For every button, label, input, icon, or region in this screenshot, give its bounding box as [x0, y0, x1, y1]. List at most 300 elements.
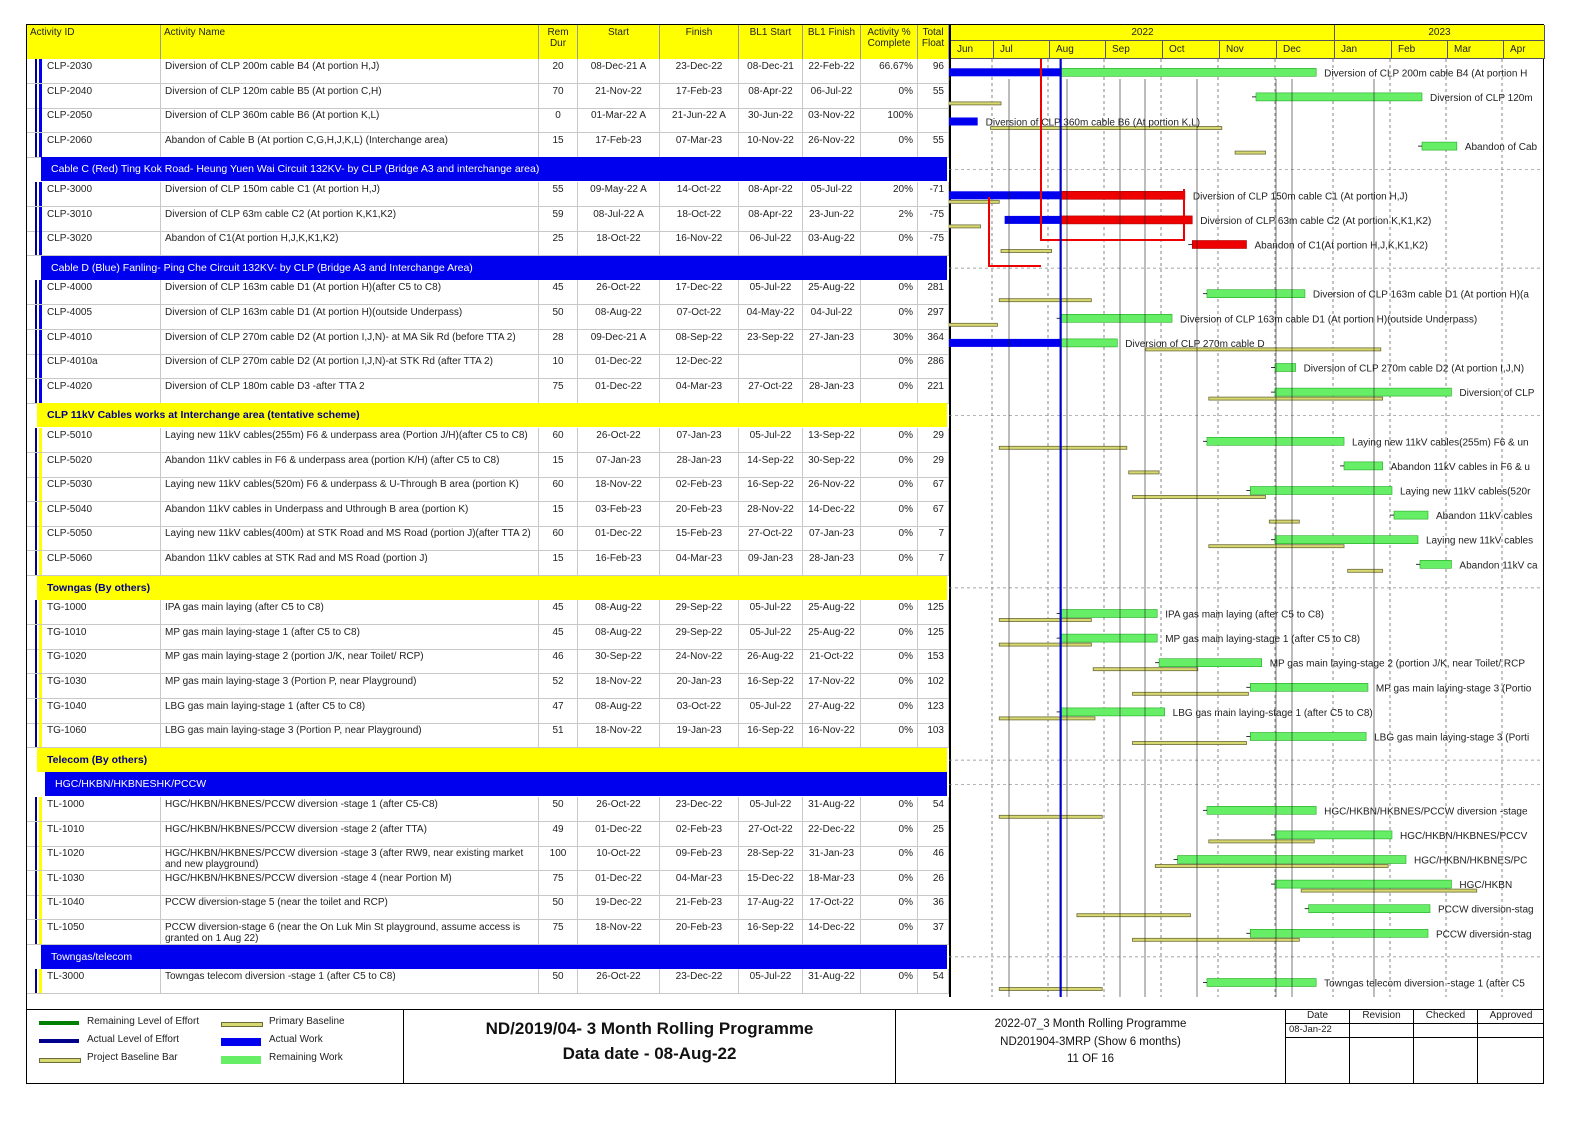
pct-complete-cell: 0%: [861, 477, 918, 502]
bl1-finish-cell: 30-Sep-22: [803, 453, 861, 478]
start-cell: 17-Feb-23: [578, 133, 660, 158]
baseline-bar: [1077, 914, 1191, 917]
finish-cell: 07-Jan-23: [660, 428, 739, 453]
activity-name-cell: Diversion of CLP 63m cable C2 (At portion K,K1,K2): [161, 207, 539, 232]
timescale-month: Jan: [1335, 41, 1392, 59]
table-row[interactable]: [27, 822, 947, 847]
table-row[interactable]: [27, 354, 947, 379]
timescale-month: Nov: [1220, 41, 1277, 59]
baseline-bar: [999, 619, 1091, 622]
activity-id-cell: CLP-4005: [27, 305, 161, 330]
timescale-year: 2022: [951, 25, 1335, 41]
total-float-cell: 364: [918, 330, 949, 355]
rem-dur-cell: 49: [539, 822, 578, 847]
layout-name: 2022-07_3 Month Rolling Programme: [994, 1018, 1187, 1030]
table-row[interactable]: [27, 502, 947, 527]
bl1-start-cell: 15-Dec-22: [739, 871, 803, 896]
start-cell: 01-Dec-22: [578, 354, 660, 379]
rem-dur-cell: 50: [539, 305, 578, 330]
pct-complete-cell: 0%: [861, 280, 918, 305]
table-row[interactable]: [27, 551, 947, 576]
bl1-finish-cell: 23-Jun-22: [803, 207, 861, 232]
baseline-bar: [1209, 840, 1314, 843]
rem-dur-cell: 60: [539, 428, 578, 453]
bl1-finish-cell: 31-Aug-22: [803, 969, 861, 994]
bar-label: MP gas main laying-stage 1 (after C5 to C8): [1165, 634, 1361, 646]
bar-label: Diversion of CLP 163m cable D1 (At portion H)(a: [1312, 289, 1529, 301]
pct-complete-cell: 66.67%: [861, 59, 918, 84]
baseline-bar: [1348, 569, 1383, 572]
remaining-work-bar: [1061, 191, 1185, 199]
stamp-date-header: Date: [1286, 1010, 1350, 1024]
baseline-bar: [1133, 496, 1266, 499]
actual-work-bar: [949, 339, 1061, 347]
bl1-start-cell: 08-Apr-22: [739, 207, 803, 232]
start-cell: 08-Jul-22 A: [578, 207, 660, 232]
table-row[interactable]: [27, 428, 947, 453]
pct-complete-cell: 0%: [861, 84, 918, 109]
bl1-start-cell: 05-Jul-22: [739, 280, 803, 305]
finish-cell: 23-Dec-22: [660, 797, 739, 822]
bar-label: IPA gas main laying (after C5 to C8): [1165, 609, 1324, 621]
bl1-finish-cell: 16-Nov-22: [803, 723, 861, 748]
baseline-bar: [1301, 889, 1477, 892]
remaining-work-bar: [1061, 634, 1158, 642]
start-cell: 01-Dec-22: [578, 526, 660, 551]
bl1-start-cell: 06-Jul-22: [739, 231, 803, 256]
wbs-band[interactable]: HGC/HKBN/HKBNESHK/PCCW: [45, 772, 947, 796]
legend-swatch: [39, 1039, 79, 1043]
bar-label: PCCW diversion-stag: [1438, 904, 1534, 916]
layout-info: [895, 1010, 1285, 1084]
bl1-finish-cell: 25-Aug-22: [803, 600, 861, 625]
table-row[interactable]: [27, 871, 947, 896]
table-row[interactable]: [27, 797, 947, 822]
remaining-work-bar: [1422, 142, 1457, 150]
total-float-cell: 67: [918, 477, 949, 502]
rem-dur-cell: 15: [539, 502, 578, 527]
baseline-bar: [999, 643, 1091, 646]
timescale-month: Mar: [1448, 41, 1504, 59]
activity-id-cell: CLP-4000: [27, 280, 161, 305]
start-cell: 08-Aug-22: [578, 305, 660, 330]
remaining-work-bar: [1159, 659, 1262, 667]
bl1-finish-cell: 17-Oct-22: [803, 895, 861, 920]
total-float-cell: 29: [918, 453, 949, 478]
pct-complete-cell: 0%: [861, 600, 918, 625]
critical-link: [1041, 59, 1184, 240]
pct-complete-cell: 0%: [861, 699, 918, 724]
stamp-cell: [1350, 1038, 1414, 1084]
activity-name-cell: IPA gas main laying (after C5 to C8): [161, 600, 539, 625]
bl1-start-cell: 05-Jul-22: [739, 797, 803, 822]
finish-cell: 15-Feb-23: [660, 526, 739, 551]
col-activity-name[interactable]: Activity Name: [161, 25, 539, 59]
gantt-chart: [949, 59, 1543, 997]
bl1-finish-cell: 03-Nov-22: [803, 108, 861, 133]
pct-complete-cell: 0%: [861, 526, 918, 551]
bl1-finish-cell: 07-Jan-23: [803, 526, 861, 551]
baseline-bar: [999, 717, 1095, 720]
timescale-year: 2023: [1335, 25, 1545, 41]
table-row[interactable]: [27, 846, 947, 871]
bar-label: Abandon of Cab: [1464, 142, 1538, 154]
col-start[interactable]: Start: [578, 25, 660, 59]
activity-id-cell: CLP-2040: [27, 84, 161, 109]
actual-work-bar: [1005, 216, 1061, 224]
table-row[interactable]: [27, 723, 947, 748]
baseline-bar: [999, 299, 1091, 302]
bl1-finish-cell: 27-Aug-22: [803, 699, 861, 724]
finish-cell: 20-Feb-23: [660, 502, 739, 527]
activity-name-cell: MP gas main laying-stage 1 (after C5 to C8): [161, 625, 539, 650]
bl1-finish-cell: 18-Mar-23: [803, 871, 861, 896]
page-number: 11 OF 16: [1066, 1053, 1115, 1065]
table-row[interactable]: [27, 133, 947, 158]
bl1-finish-cell: 14-Dec-22: [803, 920, 861, 945]
activity-id-cell: CLP-3010: [27, 207, 161, 232]
table-row[interactable]: [27, 305, 947, 330]
pct-complete-cell: 0%: [861, 453, 918, 478]
start-cell: 01-Dec-22: [578, 822, 660, 847]
table-row[interactable]: [27, 969, 947, 994]
total-float-cell: 7: [918, 526, 949, 551]
legend-label: Remaining Level of Effort: [87, 1016, 200, 1027]
pct-complete-cell: 0%: [861, 625, 918, 650]
baseline-bar: [999, 815, 1102, 818]
activity-name-cell: LBG gas main laying-stage 1 (after C5 to C8): [161, 699, 539, 724]
remaining-work-bar: [1250, 487, 1392, 495]
baseline-bar: [999, 988, 1102, 991]
remaining-work-bar: [1061, 216, 1193, 224]
start-cell: 26-Oct-22: [578, 969, 660, 994]
finish-cell: 02-Feb-23: [660, 822, 739, 847]
pct-complete-cell: 0%: [861, 428, 918, 453]
bl1-finish-cell: 27-Jan-23: [803, 330, 861, 355]
total-float-cell: 29: [918, 428, 949, 453]
bl1-start-cell: 27-Oct-22: [739, 526, 803, 551]
rem-dur-cell: 46: [539, 649, 578, 674]
pct-complete-cell: 0%: [861, 674, 918, 699]
total-float-cell: 36: [918, 895, 949, 920]
revision-stamp: [1285, 1010, 1543, 1084]
table-row[interactable]: [27, 330, 947, 355]
total-float-cell: 153: [918, 649, 949, 674]
pct-complete-cell: 0%: [861, 797, 918, 822]
remaining-work-bar: [1275, 880, 1451, 888]
actual-work-bar: [949, 118, 978, 126]
activity-id-cell: CLP-4010a: [27, 354, 161, 379]
remaining-work-bar: [1420, 560, 1451, 568]
finish-cell: 21-Jun-22 A: [660, 108, 739, 133]
start-cell: 08-Aug-22: [578, 699, 660, 724]
start-cell: 26-Oct-22: [578, 280, 660, 305]
bl1-start-cell: 17-Aug-22: [739, 895, 803, 920]
timescale-month: Dec: [1277, 41, 1335, 59]
table-row[interactable]: [27, 600, 947, 625]
bl1-finish-cell: 13-Sep-22: [803, 428, 861, 453]
wbs-band[interactable]: Cable D (Blue) Fanling- Ping Che Circuit 132KV- by CLP (Bridge A3 and Interchange Area): [41, 256, 947, 280]
critical-link: [989, 197, 1041, 266]
finish-cell: 23-Dec-22: [660, 969, 739, 994]
stamp-checked-header: Checked: [1414, 1010, 1478, 1024]
table-row[interactable]: [27, 453, 947, 478]
activity-id-cell: TG-1030: [27, 674, 161, 699]
wbs-band[interactable]: Towngas (By others): [37, 576, 947, 600]
total-float-cell: 54: [918, 969, 949, 994]
table-row[interactable]: [27, 895, 947, 920]
activity-name-cell: PCCW diversion-stage 6 (near the On Luk Min St playground, assume access is granted on 1 Aug 22): [161, 920, 539, 945]
rem-dur-cell: 51: [539, 723, 578, 748]
stamp-approved-value: [1478, 1024, 1544, 1038]
baseline-bar: [999, 446, 1127, 449]
bl1-start-cell: [739, 354, 803, 379]
schedule-sheet: [26, 24, 1544, 1084]
remaining-work-bar: [1250, 733, 1366, 741]
activity-id-cell: TL-1030: [27, 871, 161, 896]
activity-id-cell: TG-1040: [27, 699, 161, 724]
start-cell: 09-May-22 A: [578, 182, 660, 207]
activity-name-cell: Diversion of CLP 200m cable B4 (At portion H,J): [161, 59, 539, 84]
bl1-start-cell: 16-Sep-22: [739, 477, 803, 502]
wbs-band[interactable]: CLP 11kV Cables works at Interchange area (tentative scheme): [37, 403, 947, 427]
table-row[interactable]: [27, 182, 947, 207]
stamp-revision-value: [1350, 1024, 1414, 1038]
activity-id-cell: CLP-3020: [27, 231, 161, 256]
table-row[interactable]: [27, 920, 947, 945]
rem-dur-cell: 60: [539, 526, 578, 551]
rem-dur-cell: 59: [539, 207, 578, 232]
legend-label: Actual Work: [269, 1034, 323, 1045]
finish-cell: 08-Sep-22: [660, 330, 739, 355]
start-cell: 08-Dec-21 A: [578, 59, 660, 84]
table-row[interactable]: [27, 280, 947, 305]
baseline-bar: [1209, 545, 1344, 548]
rem-dur-cell: 25: [539, 231, 578, 256]
table-row[interactable]: [27, 108, 947, 133]
bl1-start-cell: 16-Sep-22: [739, 723, 803, 748]
table-row[interactable]: [27, 379, 947, 404]
remaining-work-bar: [1275, 364, 1296, 372]
bl1-start-cell: 28-Nov-22: [739, 502, 803, 527]
timescale-month: Sep: [1106, 41, 1163, 59]
remaining-work-bar: [1061, 708, 1165, 716]
activity-name-cell: HGC/HKBN/HKBNES/PCCW diversion -stage 1 (after C5-C8): [161, 797, 539, 822]
baseline-bar: [949, 225, 981, 228]
activity-id-cell: CLP-5030: [27, 477, 161, 502]
activity-id-cell: CLP-3000: [27, 182, 161, 207]
bar-label: MP gas main laying-stage 2 (portion J/K, near Toilet/ RCP: [1269, 658, 1526, 670]
start-cell: 10-Oct-22: [578, 846, 660, 871]
start-cell: 01-Dec-22: [578, 871, 660, 896]
remaining-work-bar: [1061, 68, 1317, 76]
col-pct-complete[interactable]: Activity % Complete: [861, 25, 918, 59]
activity-id-cell: TG-1060: [27, 723, 161, 748]
finish-cell: 04-Mar-23: [660, 551, 739, 576]
activity-name-cell: HGC/HKBN/HKBNES/PCCW diversion -stage 2 (after TTA): [161, 822, 539, 847]
legend-swatch: [221, 1022, 263, 1027]
stamp-checked-value: [1414, 1024, 1478, 1038]
activity-name-cell: Abandon of Cable B (At portion C,G,H,J,K,L) (Interchange area): [161, 133, 539, 158]
activity-name-cell: Abandon 11kV cables in Underpass and Uthrough B area (portion K): [161, 502, 539, 527]
col-total-float[interactable]: Total Float: [918, 25, 949, 59]
activity-name-cell: Diversion of CLP 360m cable B6 (At portion K,L): [161, 108, 539, 133]
bar-label: HGC/HKBN: [1459, 880, 1513, 892]
actual-work-bar: [949, 191, 1061, 199]
title-block: [403, 1010, 895, 1084]
bar-label: HGC/HKBN/HKBNES/PCCV: [1400, 830, 1528, 842]
bl1-start-cell: 23-Sep-22: [739, 330, 803, 355]
finish-cell: 03-Oct-22: [660, 699, 739, 724]
activity-name-cell: Abandon 11kV cables at STK Rad and MS Road (portion J): [161, 551, 539, 576]
remaining-work-bar: [1061, 610, 1158, 618]
table-row[interactable]: [27, 84, 947, 109]
activity-name-cell: LBG gas main laying-stage 3 (Portion P, near Playground): [161, 723, 539, 748]
col-bl1-finish[interactable]: BL1 Finish: [803, 25, 861, 59]
finish-cell: 09-Feb-23: [660, 846, 739, 871]
activity-id-cell: TL-1050: [27, 920, 161, 945]
bar-label: Diversion of CLP 150m cable C1 (At portion H,J): [1192, 191, 1408, 203]
finish-cell: 04-Mar-23: [660, 379, 739, 404]
total-float-cell: 103: [918, 723, 949, 748]
legend-swatch: [221, 1056, 261, 1064]
table-row[interactable]: [27, 477, 947, 502]
table-row[interactable]: [27, 59, 947, 84]
bl1-finish-cell: 21-Oct-22: [803, 649, 861, 674]
table-row[interactable]: [27, 526, 947, 551]
bl1-start-cell: 09-Jan-23: [739, 551, 803, 576]
col-activity-id[interactable]: Activity ID: [27, 25, 161, 59]
start-cell: 18-Nov-22: [578, 674, 660, 699]
finish-cell: 20-Jan-23: [660, 674, 739, 699]
rem-dur-cell: 100: [539, 846, 578, 871]
start-cell: 18-Oct-22: [578, 231, 660, 256]
start-cell: 21-Nov-22: [578, 84, 660, 109]
table-row[interactable]: [27, 649, 947, 674]
col-bl1-start[interactable]: BL1 Start: [739, 25, 803, 59]
bar-label: HGC/HKBN/HKBNES/PC: [1414, 855, 1528, 867]
start-cell: 30-Sep-22: [578, 649, 660, 674]
finish-cell: 23-Dec-22: [660, 59, 739, 84]
timescale-month: Feb: [1392, 41, 1448, 59]
finish-cell: 29-Sep-22: [660, 625, 739, 650]
bar-label: Laying new 11kV cables(255m) F6 & un: [1352, 437, 1529, 449]
baseline-bar: [1129, 471, 1159, 474]
table-row[interactable]: [27, 207, 947, 232]
col-finish[interactable]: Finish: [660, 25, 739, 59]
bl1-start-cell: 05-Jul-22: [739, 699, 803, 724]
bl1-finish-cell: 17-Nov-22: [803, 674, 861, 699]
baseline-bar: [949, 102, 1001, 105]
remaining-work-bar: [1344, 462, 1383, 470]
bl1-finish-cell: 28-Jan-23: [803, 379, 861, 404]
table-row[interactable]: [27, 699, 947, 724]
activity-name-cell: Diversion of CLP 150m cable C1 (At portion H,J): [161, 182, 539, 207]
finish-cell: 28-Jan-23: [660, 453, 739, 478]
wbs-band[interactable]: Cable C (Red) Ting Kok Road- Heung Yuen Wai Circuit 132KV- by CLP (Bridge A3 and interchange area): [41, 157, 947, 181]
bl1-finish-cell: [803, 354, 861, 379]
bl1-start-cell: 08-Dec-21: [739, 59, 803, 84]
activity-id-cell: CLP-2060: [27, 133, 161, 158]
project-code: ND201904-3MRP (Show 6 months): [1000, 1036, 1181, 1048]
remaining-work-bar: [1256, 93, 1422, 101]
bl1-finish-cell: 06-Jul-22: [803, 84, 861, 109]
finish-cell: 24-Nov-22: [660, 649, 739, 674]
bar-label: Laying new 11kV cables(520r: [1400, 486, 1531, 498]
baseline-bar: [1133, 692, 1249, 695]
remaining-work-bar: [1250, 683, 1368, 691]
finish-cell: 20-Feb-23: [660, 920, 739, 945]
bar-label: Diversion of CLP 270m cable D2 (At portion I,J,N): [1303, 363, 1525, 375]
start-cell: 16-Feb-23: [578, 551, 660, 576]
total-float-cell: 46: [918, 846, 949, 871]
timescale-month: Oct: [1163, 41, 1220, 59]
remaining-work-bar: [1309, 905, 1430, 913]
activity-id-cell: CLP-5020: [27, 453, 161, 478]
bl1-finish-cell: 05-Jul-22: [803, 182, 861, 207]
bl1-finish-cell: 14-Dec-22: [803, 502, 861, 527]
bl1-finish-cell: 26-Nov-22: [803, 477, 861, 502]
start-cell: 08-Aug-22: [578, 625, 660, 650]
col-rem-dur[interactable]: Rem Dur: [539, 25, 578, 59]
remaining-work-bar: [1207, 806, 1316, 814]
total-float-cell: 54: [918, 797, 949, 822]
bl1-start-cell: 05-Jul-22: [739, 625, 803, 650]
start-cell: 03-Feb-23: [578, 502, 660, 527]
activity-id-cell: CLP-5060: [27, 551, 161, 576]
footer: [27, 1009, 1543, 1084]
rem-dur-cell: 15: [539, 551, 578, 576]
activity-id-cell: TL-1040: [27, 895, 161, 920]
remaining-work-bar: [1250, 929, 1428, 937]
bar-label: Abandon of C1(At portion H,J,K,K1,K2): [1254, 240, 1428, 252]
pct-complete-cell: 0%: [861, 133, 918, 158]
pct-complete-cell: 0%: [861, 231, 918, 256]
start-cell: 09-Dec-21 A: [578, 330, 660, 355]
bar-label: Diversion of CLP 270m cable D: [1125, 338, 1265, 350]
bar-label: Laying new 11kV cables: [1426, 535, 1534, 547]
timescale-month: Apr: [1504, 41, 1545, 59]
legend-label: Primary Baseline: [269, 1016, 345, 1027]
bl1-finish-cell: 31-Aug-22: [803, 797, 861, 822]
wbs-band[interactable]: Towngas/telecom: [41, 945, 947, 969]
total-float-cell: 102: [918, 674, 949, 699]
activity-name-cell: Abandon 11kV cables in F6 & underpass area (portion K/H) (after C5 to C8): [161, 453, 539, 478]
finish-cell: 02-Feb-23: [660, 477, 739, 502]
table-row[interactable]: [27, 674, 947, 699]
remaining-work-bar: [1275, 388, 1451, 396]
total-float-cell: 125: [918, 600, 949, 625]
baseline-bar: [1209, 397, 1383, 400]
baseline-bar: [1093, 668, 1198, 671]
rem-dur-cell: 70: [539, 84, 578, 109]
activity-name-cell: MP gas main laying-stage 2 (portion J/K, near Toilet/ RCP): [161, 649, 539, 674]
table-row[interactable]: [27, 625, 947, 650]
baseline-bar: [1269, 520, 1299, 523]
total-float-cell: 55: [918, 133, 949, 158]
pct-complete-cell: 30%: [861, 330, 918, 355]
wbs-band[interactable]: Telecom (By others): [37, 748, 947, 772]
legend-label: Actual Level of Effort: [87, 1034, 180, 1045]
baseline-bar: [1155, 865, 1388, 868]
finish-cell: 29-Sep-22: [660, 600, 739, 625]
finish-cell: 04-Mar-23: [660, 871, 739, 896]
remaining-work-bar: [1207, 290, 1305, 298]
start-cell: 18-Nov-22: [578, 723, 660, 748]
activity-id-cell: TL-1010: [27, 822, 161, 847]
activity-id-cell: CLP-4020: [27, 379, 161, 404]
table-row[interactable]: [27, 231, 947, 256]
